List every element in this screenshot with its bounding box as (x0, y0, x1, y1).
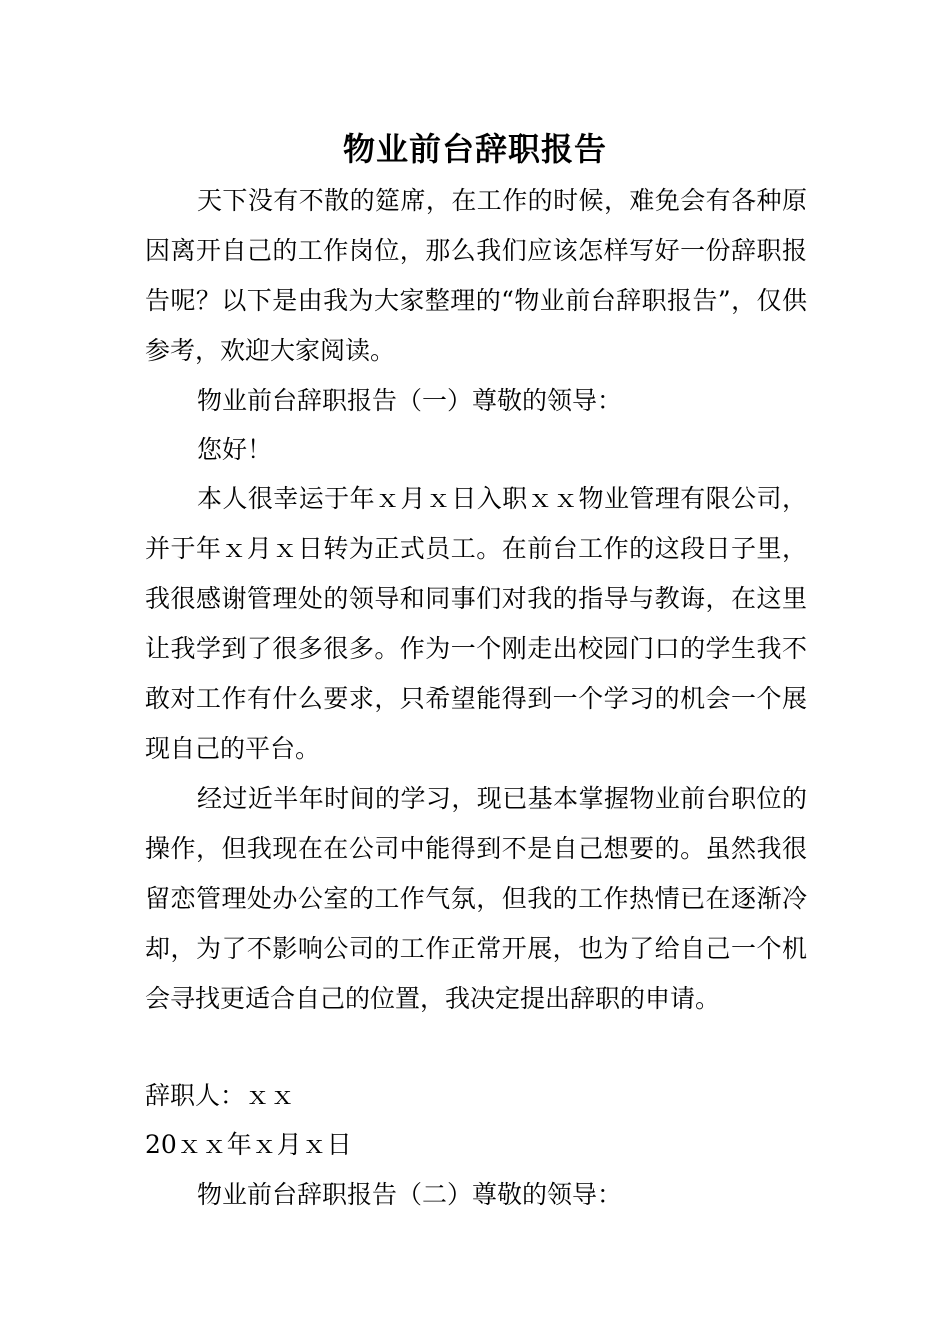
section-heading-2: 物业前台辞职报告（二）尊敬的领导： (197, 1180, 623, 1209)
body-paragraph-1: 本人很幸运于年ｘ月ｘ日入职ｘｘ物业管理有限公司，并于年ｘ月ｘ日转为正式员工。在前台工作的这段日子里，我很感谢管理处的领导和同事们对我的指导与教诲，在这里让我学到了很多很多。作为一个刚走出校园门口的学生我不敢对工作有什么要求，只希望能得到一个学习的机会一个展现自己的平台。 (145, 484, 807, 763)
greeting: 您好！ (197, 435, 273, 464)
body-paragraph-2: 经过近半年时间的学习，现已基本掌握物业前台职位的操作，但我现在在公司中能得到不是自己想要的。虽然我很留恋管理处办公室的工作气氛，但我的工作热情已在逐渐冷却，为了不影响公司的工作正常开展，也为了给自己一个机会寻找更适合自己的位置，我决定提出辞职的申请。 (145, 784, 807, 1013)
date-line: 20ｘｘ年ｘ月ｘ日 (145, 1130, 352, 1159)
section-heading-1: 物业前台辞职报告（一）尊敬的领导： (197, 386, 623, 415)
document-title: 物业前台辞职报告 (342, 130, 607, 168)
intro-paragraph: 天下没有不散的筵席，在工作的时候，难免会有各种原因离开自己的工作岗位，那么我们应该怎样写好一份辞职报告呢？以下是由我为大家整理的“物业前台辞职报告”，仅供参考，欢迎大家阅读。 (145, 186, 807, 365)
signer-line: 辞职人：ｘｘ (145, 1081, 296, 1110)
